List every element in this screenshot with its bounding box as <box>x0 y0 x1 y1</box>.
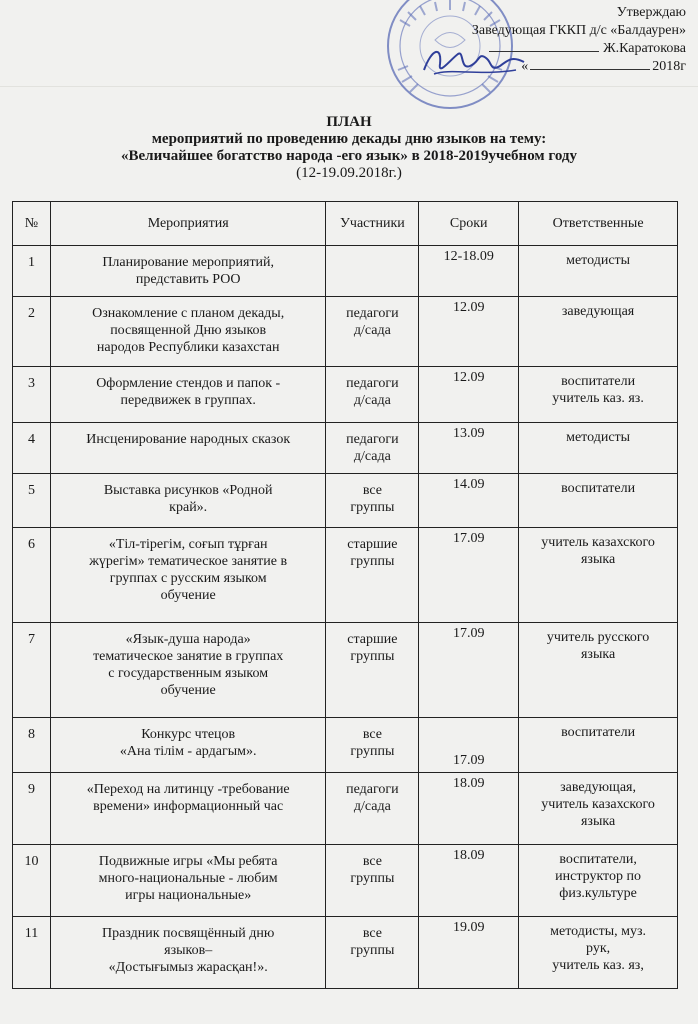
row-number: 2 <box>13 297 51 367</box>
event-cell <box>50 474 325 528</box>
responsible-cell-line: воспитатели <box>561 374 636 389</box>
document-title <box>0 114 698 182</box>
row-number: 5 <box>13 474 51 528</box>
row-number: 10 <box>13 845 51 917</box>
date-cell: 17.09 <box>419 718 519 773</box>
event-cell-line: Оформление стендов и папок - <box>96 376 281 391</box>
table-row <box>13 773 678 845</box>
event-cell <box>50 528 325 623</box>
event-cell-line: с государственным языком <box>108 666 269 681</box>
date-cell: 12.09 <box>419 297 519 367</box>
date-cell: 18.09 <box>419 773 519 845</box>
participants-cell <box>326 246 419 297</box>
table-row <box>13 246 678 297</box>
participants-cell-line: старшие <box>347 632 398 647</box>
table-row <box>13 718 678 773</box>
header-responsible: Ответственные <box>519 202 678 246</box>
responsible-cell <box>519 474 678 528</box>
event-cell-line: Планирование мероприятий, <box>102 255 275 270</box>
participants-cell-line: старшие <box>347 537 398 552</box>
participants-cell <box>326 718 419 773</box>
responsible-cell-line: методисты, муз. <box>550 924 646 939</box>
approval-block <box>386 4 686 76</box>
responsible-cell-line: языка <box>580 647 616 662</box>
event-cell <box>50 623 325 718</box>
table-row <box>13 423 678 474</box>
plan-table <box>12 201 678 989</box>
row-number: 3 <box>13 367 51 423</box>
date-cell: 14.09 <box>419 474 519 528</box>
participants-cell-line: группы <box>350 943 395 958</box>
responsible-cell-line: рук, <box>586 941 611 956</box>
participants-cell <box>326 917 419 989</box>
title-line-1: ПЛАН <box>326 114 372 130</box>
event-cell-line: посвященной Дню языков <box>110 323 267 338</box>
date-cell: 19.09 <box>419 917 519 989</box>
responsible-cell <box>519 773 678 845</box>
responsible-cell <box>519 917 678 989</box>
responsible-cell-line: методисты <box>566 430 631 445</box>
responsible-cell <box>519 845 678 917</box>
table-row <box>13 623 678 718</box>
participants-cell-line: д/сада <box>353 393 391 408</box>
row-number: 7 <box>13 623 51 718</box>
approval-line-2: Заведующая ГККП д/с «Балдаурен» <box>471 23 686 38</box>
participants-cell-line: группы <box>350 500 395 515</box>
participants-cell-line: педагоги <box>346 306 399 321</box>
approval-date <box>386 58 686 76</box>
responsible-cell-line: воспитатели <box>561 481 636 496</box>
participants-cell <box>326 845 419 917</box>
header-event: Мероприятия <box>50 202 325 246</box>
event-cell <box>50 246 325 297</box>
participants-cell-line: все <box>362 483 382 498</box>
responsible-cell-line: инструктор по <box>555 869 641 884</box>
event-cell <box>50 423 325 474</box>
row-number: 11 <box>13 917 51 989</box>
event-cell-line: языков– <box>164 943 213 958</box>
responsible-cell-line: учитель казахского <box>541 535 655 550</box>
event-cell-line: народов Республики казахстан <box>96 340 280 355</box>
approval-line-1: Утверждаю <box>616 5 686 20</box>
responsible-cell <box>519 423 678 474</box>
responsible-cell <box>519 718 678 773</box>
event-cell-line: «Язык-душа народа» <box>125 632 251 647</box>
responsible-cell-line: учитель русского <box>546 630 650 645</box>
participants-cell <box>326 773 419 845</box>
approval-signatory <box>386 40 686 58</box>
responsible-cell-line: языка <box>580 552 616 567</box>
participants-cell-line: все <box>362 727 382 742</box>
event-cell-line: тематическое занятие в группах <box>93 649 284 664</box>
responsible-cell-line: учитель каз. яз. <box>552 391 644 406</box>
date-cell: 12-18.09 <box>419 246 519 297</box>
event-cell-line: «Переход на литинцу -требование <box>86 782 290 797</box>
responsible-cell-line: методисты <box>566 253 631 268</box>
header-participants: Участники <box>326 202 419 246</box>
responsible-cell <box>519 528 678 623</box>
table-row <box>13 474 678 528</box>
responsible-cell-line: заведующая <box>561 304 635 319</box>
event-cell-line: времени» информационный час <box>93 799 284 814</box>
event-cell-line: группах с русским языком <box>109 571 267 586</box>
table-row <box>13 297 678 367</box>
event-cell-line: край». <box>169 500 208 515</box>
participants-cell <box>326 528 419 623</box>
responsible-cell-line: языка <box>580 814 616 829</box>
date-cell: 17.09 <box>419 623 519 718</box>
date-cell: 13.09 <box>419 423 519 474</box>
row-number: 8 <box>13 718 51 773</box>
table-row <box>13 917 678 989</box>
event-cell-line: «Тіл-тірегім, соғып тұрған <box>108 537 268 552</box>
title-line-3: «Величайшее богатство народа -его язык» в 2018-2019учебном году <box>121 148 577 164</box>
responsible-cell <box>519 246 678 297</box>
table-row <box>13 367 678 423</box>
participants-cell <box>326 423 419 474</box>
event-cell <box>50 917 325 989</box>
header-date: Сроки <box>419 202 519 246</box>
table-header-row <box>13 202 678 246</box>
responsible-cell-line: учитель каз. яз, <box>552 958 644 973</box>
participants-cell <box>326 367 419 423</box>
responsible-cell <box>519 367 678 423</box>
event-cell-line: обучение <box>160 683 216 698</box>
table-row <box>13 845 678 917</box>
event-cell-line: жүрегім» тематическое занятие в <box>89 554 288 569</box>
event-cell <box>50 845 325 917</box>
participants-cell <box>326 623 419 718</box>
participants-cell <box>326 297 419 367</box>
participants-cell-line: педагоги <box>346 432 399 447</box>
responsible-cell <box>519 297 678 367</box>
event-cell <box>50 773 325 845</box>
row-number: 4 <box>13 423 51 474</box>
responsible-cell-line: физ.культуре <box>559 886 637 901</box>
participants-cell-line: группы <box>350 744 395 759</box>
table-row <box>13 528 678 623</box>
signature-blank <box>489 51 599 52</box>
event-cell <box>50 718 325 773</box>
date-cell: 17.09 <box>419 528 519 623</box>
event-cell <box>50 367 325 423</box>
responsible-cell <box>519 623 678 718</box>
event-cell-line: Подвижные игры «Мы ребята <box>98 854 278 869</box>
responsible-cell-line: учитель казахского <box>541 797 655 812</box>
participants-cell-line: группы <box>350 649 395 664</box>
responsible-cell-line: воспитатели, <box>559 852 637 867</box>
participants-cell-line: д/сада <box>353 799 391 814</box>
row-number: 1 <box>13 246 51 297</box>
date-cell: 12.09 <box>419 367 519 423</box>
title-line-4: (12-19.09.2018г.) <box>296 165 402 181</box>
date-cell: 18.09 <box>419 845 519 917</box>
event-cell-line: Выставка рисунков «Родной <box>103 483 273 498</box>
participants-cell <box>326 474 419 528</box>
participants-cell-line: группы <box>350 554 395 569</box>
participants-cell-line: д/сада <box>353 449 391 464</box>
responsible-cell-line: заведующая, <box>560 780 636 795</box>
event-cell-line: «Достығымыз жарасқан!». <box>108 960 268 975</box>
event-cell-line: Праздник посвящённый дню <box>101 926 275 941</box>
event-cell <box>50 297 325 367</box>
row-number: 9 <box>13 773 51 845</box>
row-number: 6 <box>13 528 51 623</box>
participants-cell-line: все <box>362 854 382 869</box>
participants-cell-line: педагоги <box>346 782 399 797</box>
approval-line-3: Ж.Каратокова <box>603 41 686 56</box>
event-cell-line: игры национальные» <box>125 888 252 903</box>
event-cell-line: передвижек в группах. <box>120 393 256 408</box>
approval-quote: « <box>521 59 529 74</box>
responsible-cell-line: воспитатели <box>561 725 636 740</box>
participants-cell-line: группы <box>350 871 395 886</box>
title-line-2: мероприятий по проведению декады дню языков на тему: <box>151 131 547 147</box>
participants-cell-line: все <box>362 926 382 941</box>
approval-year: 2018г <box>652 59 686 74</box>
date-blank <box>530 69 650 70</box>
participants-cell-line: д/сада <box>353 323 391 338</box>
event-cell-line: «Ана тілім - ардагым». <box>119 744 257 759</box>
header-num: № <box>13 202 51 246</box>
event-cell-line: Инсценирование народных сказок <box>86 432 291 447</box>
event-cell-line: много-национальные - любим <box>98 871 278 886</box>
participants-cell-line: педагоги <box>346 376 399 391</box>
event-cell-line: Ознакомление с планом декады, <box>92 306 285 321</box>
event-cell-line: представить РОО <box>135 272 241 287</box>
event-cell-line: обучение <box>160 588 216 603</box>
event-cell-line: Конкурс чтецов <box>141 727 236 742</box>
